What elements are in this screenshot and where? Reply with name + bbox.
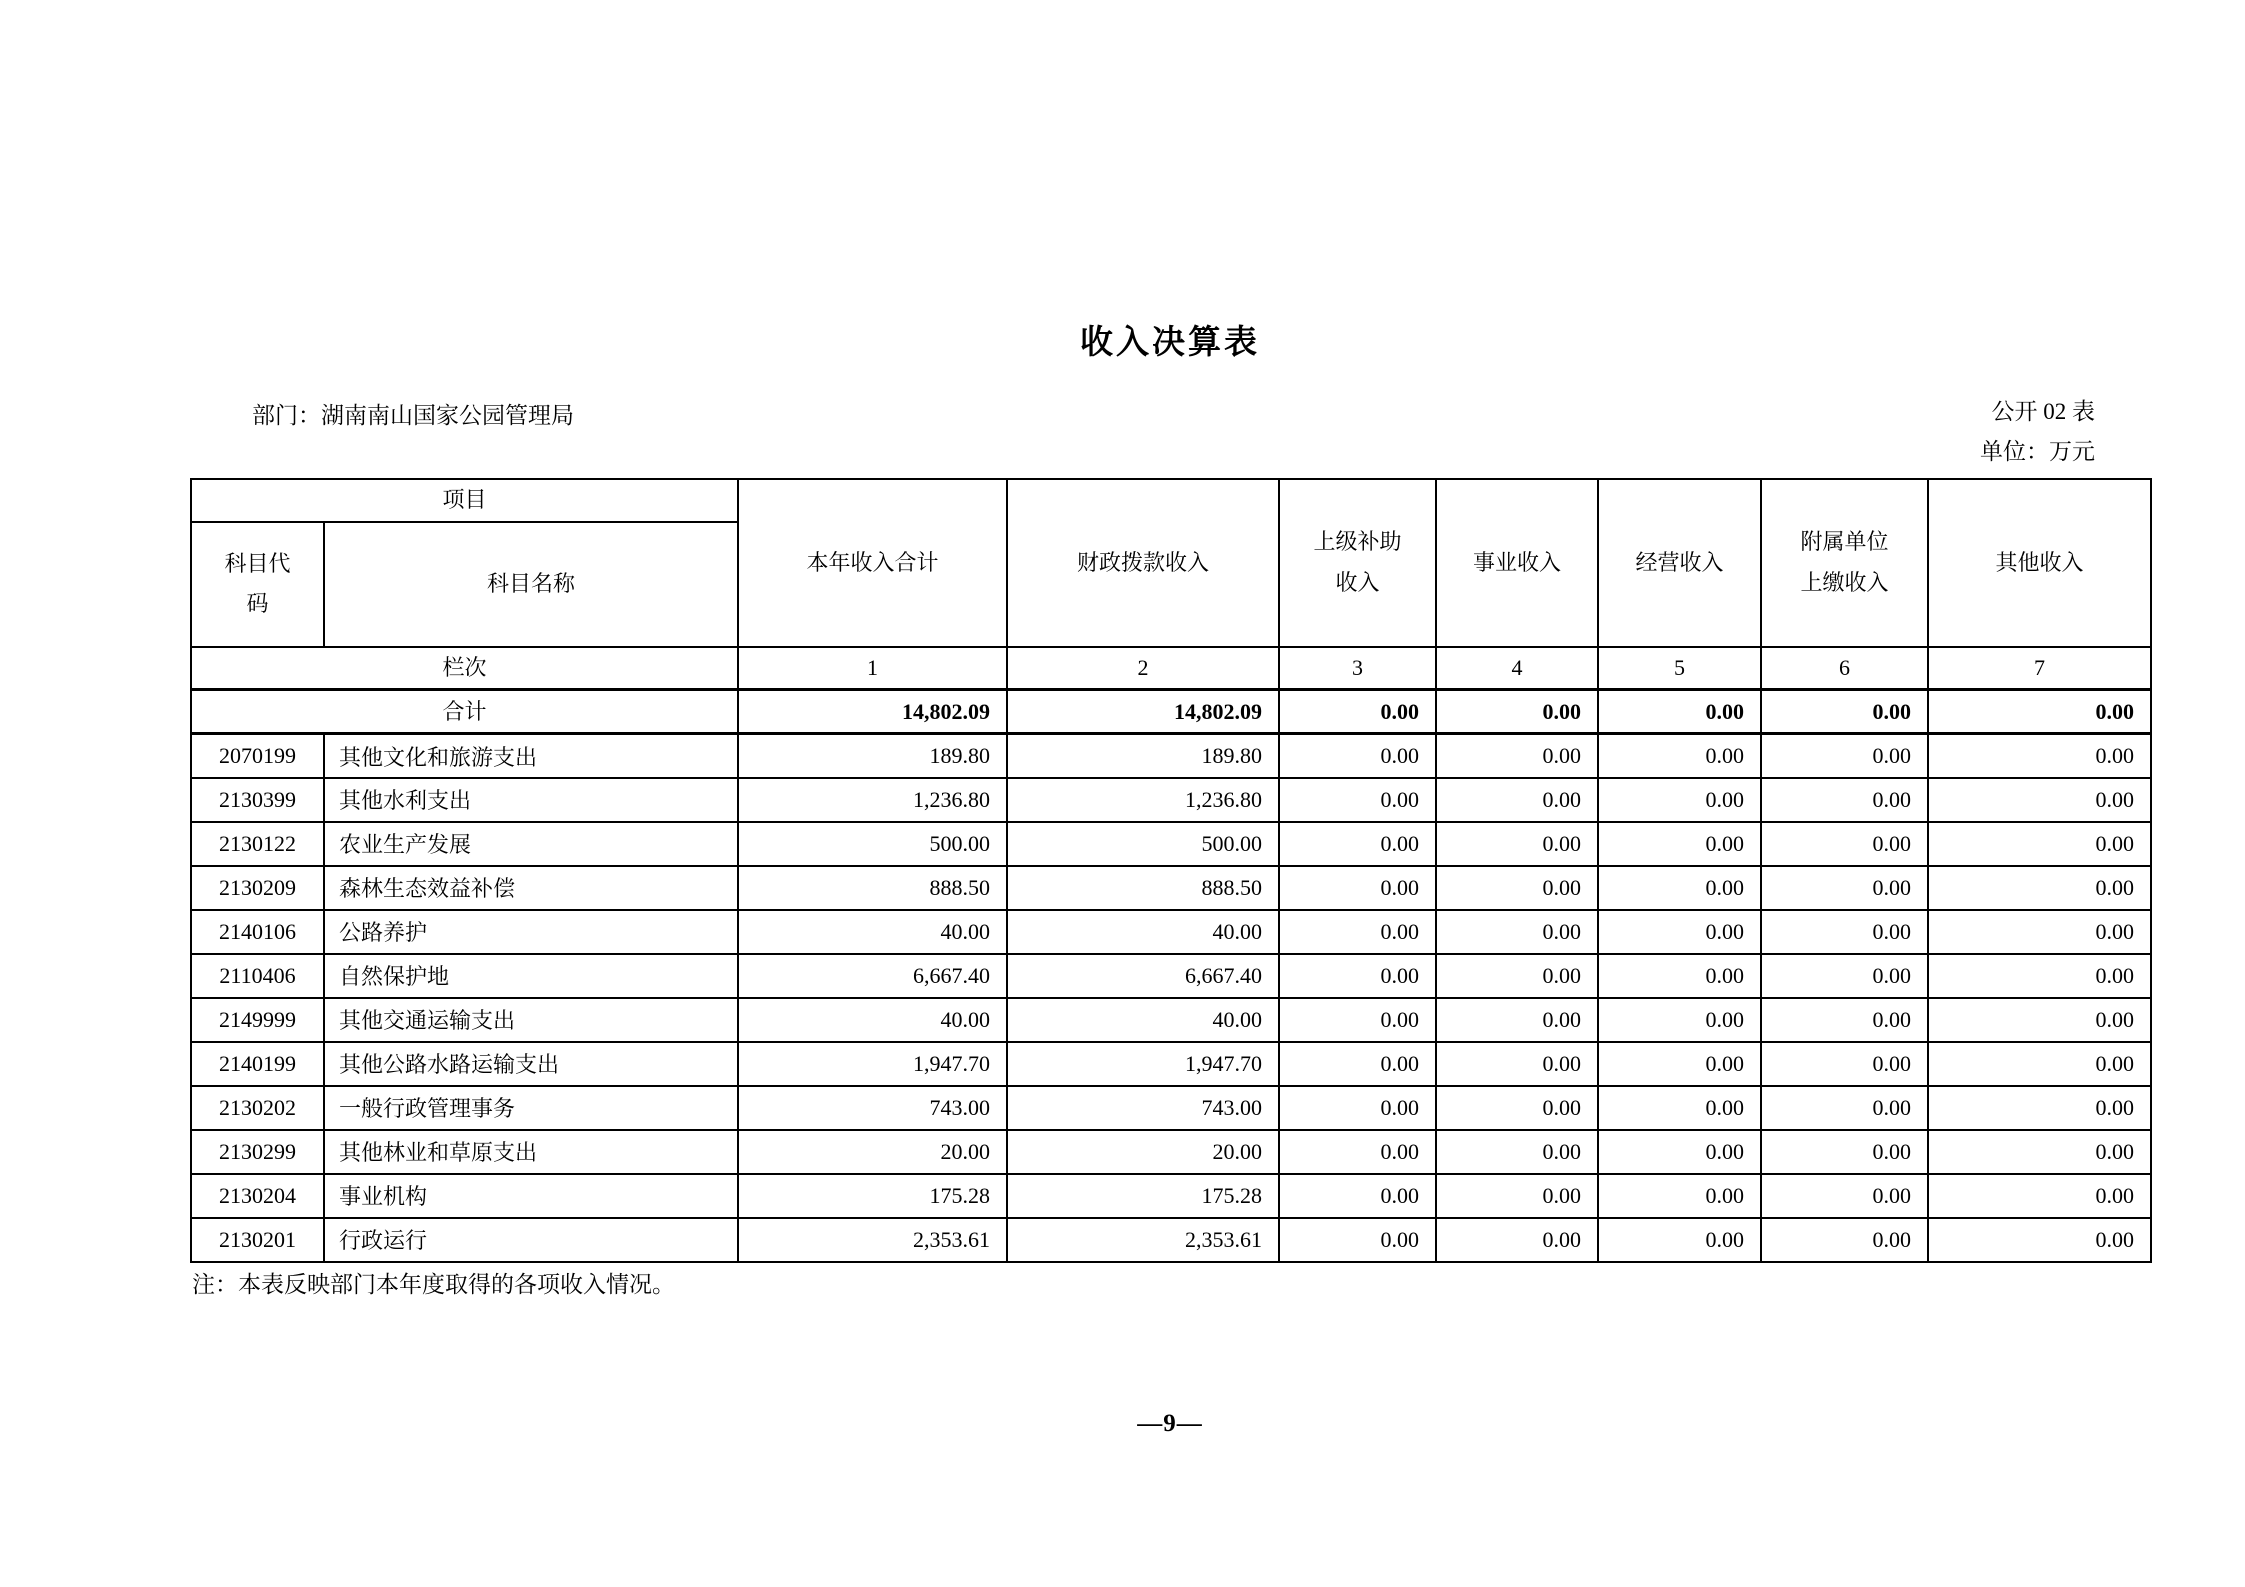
column-number-cell: 1 bbox=[738, 647, 1007, 690]
name-header-cell: 科目名称 bbox=[324, 522, 738, 647]
table-row bbox=[191, 822, 2151, 866]
row-value-cell: 0.00 bbox=[1279, 954, 1436, 998]
table-row bbox=[191, 1130, 2151, 1174]
row-value-cell: 500.00 bbox=[738, 822, 1007, 866]
row-value-cell: 1,236.80 bbox=[1007, 778, 1279, 822]
column-number-cell: 5 bbox=[1598, 647, 1761, 690]
total-value-cell: 0.00 bbox=[1436, 690, 1598, 734]
row-value-cell: 0.00 bbox=[1436, 822, 1598, 866]
department-label: 部门：湖南南山国家公园管理局 bbox=[252, 403, 574, 428]
table-row bbox=[191, 1174, 2151, 1218]
table-row bbox=[191, 998, 2151, 1042]
row-value-cell: 0.00 bbox=[1761, 954, 1928, 998]
row-value-cell: 189.80 bbox=[738, 734, 1007, 778]
column-header-text: 经营收入 bbox=[1635, 549, 1724, 575]
row-value-cell: 743.00 bbox=[738, 1086, 1007, 1130]
row-value-cell: 2,353.61 bbox=[1007, 1218, 1279, 1262]
row-value-cell: 20.00 bbox=[738, 1130, 1007, 1174]
row-value-cell: 0.00 bbox=[1928, 822, 2151, 866]
total-value-cell: 14,802.09 bbox=[738, 690, 1007, 734]
row-value-cell: 0.00 bbox=[1598, 1042, 1761, 1086]
row-value-cell: 0.00 bbox=[1928, 866, 2151, 910]
row-value-cell: 0.00 bbox=[1436, 954, 1598, 998]
project-header-cell: 项目 bbox=[191, 479, 738, 522]
column-number-cell: 2 bbox=[1007, 647, 1279, 690]
row-value-cell: 0.00 bbox=[1598, 1130, 1761, 1174]
table-row bbox=[191, 778, 2151, 822]
row-name-cell: 农业生产发展 bbox=[324, 822, 738, 866]
row-value-cell: 1,947.70 bbox=[1007, 1042, 1279, 1086]
column-header-text: 其他收入 bbox=[1995, 549, 2084, 575]
table-row bbox=[191, 954, 2151, 998]
column-header-cell bbox=[1598, 479, 1761, 647]
row-value-cell: 189.80 bbox=[1007, 734, 1279, 778]
row-value-cell: 0.00 bbox=[1279, 866, 1436, 910]
row-value-cell: 0.00 bbox=[1279, 822, 1436, 866]
row-value-cell: 0.00 bbox=[1598, 998, 1761, 1042]
column-number-cell: 4 bbox=[1436, 647, 1598, 690]
column-header-cell bbox=[1928, 479, 2151, 647]
page-title: 收入决算表 bbox=[1080, 325, 1260, 361]
column-header-text: 财政拨款收入 bbox=[1077, 549, 1210, 575]
column-header-text: 本年收入合计 bbox=[806, 549, 939, 575]
row-value-cell: 0.00 bbox=[1279, 1042, 1436, 1086]
row-value-cell: 0.00 bbox=[1928, 998, 2151, 1042]
table-row bbox=[191, 866, 2151, 910]
row-value-cell: 0.00 bbox=[1436, 1086, 1598, 1130]
column-index-row bbox=[191, 647, 2151, 690]
table-row bbox=[191, 1042, 2151, 1086]
row-value-cell: 0.00 bbox=[1279, 998, 1436, 1042]
row-value-cell: 0.00 bbox=[1761, 910, 1928, 954]
row-value-cell: 0.00 bbox=[1761, 866, 1928, 910]
row-value-cell: 0.00 bbox=[1279, 1086, 1436, 1130]
column-header-cell bbox=[1279, 479, 1436, 647]
row-value-cell: 0.00 bbox=[1598, 954, 1761, 998]
table-row bbox=[191, 734, 2151, 778]
row-code-cell: 2149999 bbox=[191, 998, 324, 1042]
row-value-cell: 0.00 bbox=[1928, 778, 2151, 822]
column-header-cell bbox=[1436, 479, 1598, 647]
column-header-cell bbox=[1761, 479, 1928, 647]
row-value-cell: 1,947.70 bbox=[738, 1042, 1007, 1086]
row-value-cell: 0.00 bbox=[1436, 1130, 1598, 1174]
table-row bbox=[191, 1218, 2151, 1262]
row-value-cell: 0.00 bbox=[1761, 822, 1928, 866]
row-code-cell: 2110406 bbox=[191, 954, 324, 998]
row-value-cell: 0.00 bbox=[1928, 1174, 2151, 1218]
row-value-cell: 6,667.40 bbox=[1007, 954, 1279, 998]
row-value-cell: 40.00 bbox=[738, 998, 1007, 1042]
unit-label: 单位：万元 bbox=[1980, 439, 2095, 464]
row-name-cell: 森林生态效益补偿 bbox=[324, 866, 738, 910]
row-value-cell: 0.00 bbox=[1436, 1174, 1598, 1218]
row-value-cell: 0.00 bbox=[1279, 1218, 1436, 1262]
header-row-project bbox=[191, 479, 2151, 522]
row-value-cell: 888.50 bbox=[1007, 866, 1279, 910]
row-value-cell: 0.00 bbox=[1436, 1042, 1598, 1086]
row-name-cell: 自然保护地 bbox=[324, 954, 738, 998]
column-header-text: 事业收入 bbox=[1473, 549, 1562, 575]
row-value-cell: 0.00 bbox=[1279, 778, 1436, 822]
column-header-cell bbox=[1007, 479, 1279, 647]
table-row bbox=[191, 1086, 2151, 1130]
row-name-cell: 行政运行 bbox=[324, 1218, 738, 1262]
row-name-cell: 其他林业和草原支出 bbox=[324, 1130, 738, 1174]
row-code-cell: 2130204 bbox=[191, 1174, 324, 1218]
row-value-cell: 0.00 bbox=[1436, 910, 1598, 954]
row-name-cell: 其他公路水路运输支出 bbox=[324, 1042, 738, 1086]
row-code-cell: 2140106 bbox=[191, 910, 324, 954]
total-value-cell: 0.00 bbox=[1761, 690, 1928, 734]
row-value-cell: 175.28 bbox=[738, 1174, 1007, 1218]
row-code-cell: 2130201 bbox=[191, 1218, 324, 1262]
row-value-cell: 0.00 bbox=[1761, 778, 1928, 822]
code-header-cell bbox=[191, 522, 324, 647]
row-value-cell: 175.28 bbox=[1007, 1174, 1279, 1218]
row-value-cell: 0.00 bbox=[1598, 1218, 1761, 1262]
row-value-cell: 0.00 bbox=[1436, 866, 1598, 910]
row-value-cell: 0.00 bbox=[1761, 1086, 1928, 1130]
row-value-cell: 40.00 bbox=[1007, 910, 1279, 954]
row-value-cell: 743.00 bbox=[1007, 1086, 1279, 1130]
row-name-cell: 一般行政管理事务 bbox=[324, 1086, 738, 1130]
column-header-cell bbox=[738, 479, 1007, 647]
total-value-cell: 14,802.09 bbox=[1007, 690, 1279, 734]
row-value-cell: 0.00 bbox=[1928, 1130, 2151, 1174]
row-value-cell: 0.00 bbox=[1761, 1218, 1928, 1262]
row-value-cell: 500.00 bbox=[1007, 822, 1279, 866]
row-value-cell: 0.00 bbox=[1436, 998, 1598, 1042]
row-value-cell: 0.00 bbox=[1598, 866, 1761, 910]
row-value-cell: 40.00 bbox=[738, 910, 1007, 954]
footnote: 注：本表反映部门本年度取得的各项收入情况。 bbox=[192, 1272, 675, 1297]
column-header-text: 附属单位上缴收入 bbox=[1800, 529, 1889, 595]
row-value-cell: 0.00 bbox=[1928, 910, 2151, 954]
row-name-cell: 公路养护 bbox=[324, 910, 738, 954]
row-value-cell: 0.00 bbox=[1279, 910, 1436, 954]
income-table bbox=[190, 478, 2152, 1263]
row-code-cell: 2130399 bbox=[191, 778, 324, 822]
column-header-text: 上级补助收入 bbox=[1313, 529, 1402, 595]
row-value-cell: 0.00 bbox=[1598, 910, 1761, 954]
row-code-cell: 2130209 bbox=[191, 866, 324, 910]
row-value-cell: 0.00 bbox=[1761, 1174, 1928, 1218]
row-value-cell: 0.00 bbox=[1598, 734, 1761, 778]
total-value-cell: 0.00 bbox=[1928, 690, 2151, 734]
table-code-label: 公开 02 表 bbox=[1991, 399, 2095, 424]
row-value-cell: 0.00 bbox=[1598, 1174, 1761, 1218]
row-value-cell: 0.00 bbox=[1928, 734, 2151, 778]
total-label-cell: 合计 bbox=[191, 690, 738, 734]
row-value-cell: 1,236.80 bbox=[738, 778, 1007, 822]
row-value-cell: 0.00 bbox=[1928, 954, 2151, 998]
page-number: —9— bbox=[1137, 1410, 1203, 1437]
row-value-cell: 0.00 bbox=[1761, 1130, 1928, 1174]
row-value-cell: 0.00 bbox=[1436, 778, 1598, 822]
row-value-cell: 0.00 bbox=[1928, 1086, 2151, 1130]
row-value-cell: 2,353.61 bbox=[738, 1218, 1007, 1262]
row-name-cell: 其他文化和旅游支出 bbox=[324, 734, 738, 778]
total-value-cell: 0.00 bbox=[1598, 690, 1761, 734]
row-value-cell: 888.50 bbox=[738, 866, 1007, 910]
total-value-cell: 0.00 bbox=[1279, 690, 1436, 734]
row-name-cell: 其他交通运输支出 bbox=[324, 998, 738, 1042]
row-value-cell: 0.00 bbox=[1761, 998, 1928, 1042]
row-value-cell: 0.00 bbox=[1436, 734, 1598, 778]
column-number-cell: 6 bbox=[1761, 647, 1928, 690]
row-name-cell: 事业机构 bbox=[324, 1174, 738, 1218]
row-code-cell: 2140199 bbox=[191, 1042, 324, 1086]
row-code-cell: 2130122 bbox=[191, 822, 324, 866]
row-value-cell: 40.00 bbox=[1007, 998, 1279, 1042]
code-header-text: 科目代码 bbox=[224, 550, 291, 617]
row-value-cell: 0.00 bbox=[1598, 1086, 1761, 1130]
row-value-cell: 0.00 bbox=[1928, 1042, 2151, 1086]
row-code-cell: 2130299 bbox=[191, 1130, 324, 1174]
row-value-cell: 0.00 bbox=[1928, 1218, 2151, 1262]
row-value-cell: 0.00 bbox=[1279, 734, 1436, 778]
row-value-cell: 0.00 bbox=[1279, 1130, 1436, 1174]
row-value-cell: 0.00 bbox=[1598, 822, 1761, 866]
row-value-cell: 0.00 bbox=[1279, 1174, 1436, 1218]
total-row bbox=[191, 690, 2151, 734]
row-value-cell: 0.00 bbox=[1761, 734, 1928, 778]
column-number-cell: 3 bbox=[1279, 647, 1436, 690]
row-value-cell: 0.00 bbox=[1598, 778, 1761, 822]
row-value-cell: 20.00 bbox=[1007, 1130, 1279, 1174]
row-value-cell: 0.00 bbox=[1761, 1042, 1928, 1086]
lanci-label-cell: 栏次 bbox=[191, 647, 738, 690]
table-row bbox=[191, 910, 2151, 954]
row-value-cell: 6,667.40 bbox=[738, 954, 1007, 998]
column-number-cell: 7 bbox=[1928, 647, 2151, 690]
row-code-cell: 2070199 bbox=[191, 734, 324, 778]
row-code-cell: 2130202 bbox=[191, 1086, 324, 1130]
row-name-cell: 其他水利支出 bbox=[324, 778, 738, 822]
meta-right-block bbox=[1980, 392, 2095, 472]
row-value-cell: 0.00 bbox=[1436, 1218, 1598, 1262]
